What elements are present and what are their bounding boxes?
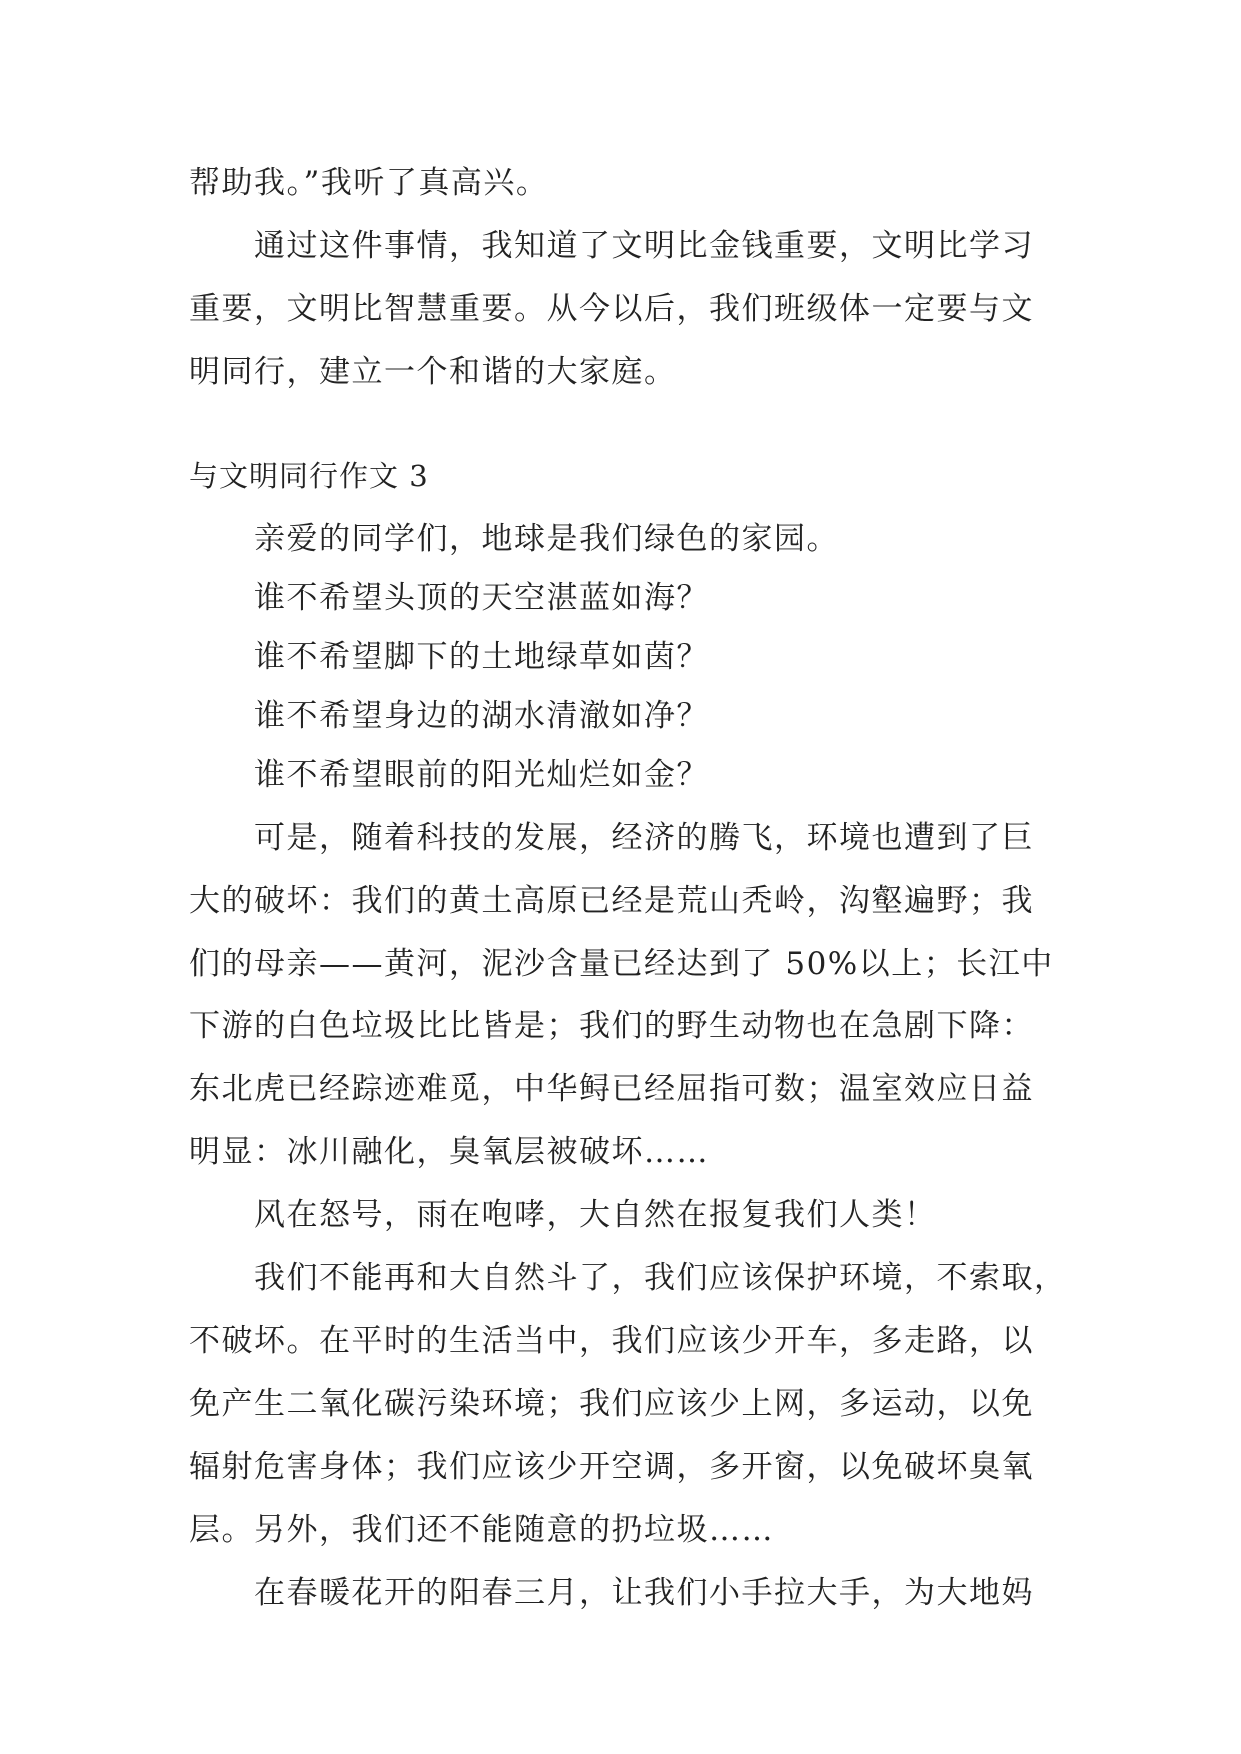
section-heading: 与文明同行作文 3 <box>189 459 429 493</box>
text-line: 层。另外，我们还不能随意的扔垃圾…… <box>189 1512 774 1548</box>
text-line: 帮助我。”我听了真高兴。 <box>189 165 549 201</box>
text-line: 免产生二氧化碳污染环境；我们应该少上网，多运动，以免 <box>189 1386 1034 1422</box>
paragraph-first-line: 通过这件事情，我知道了文明比金钱重要，文明比学习 <box>254 228 1034 264</box>
paragraph-first-line: 在春暖花开的阳春三月，让我们小手拉大手，为大地妈 <box>254 1575 1034 1611</box>
paragraph-first-line: 谁不希望头顶的天空湛蓝如海？ <box>254 580 709 616</box>
paragraph-first-line: 可是，随着科技的发展，经济的腾飞，环境也遭到了巨 <box>254 820 1034 856</box>
text-line: 下游的白色垃圾比比皆是；我们的野生动物也在急剧下降： <box>189 1008 1034 1044</box>
text-line: 明同行，建立一个和谐的大家庭。 <box>189 354 677 390</box>
text-line: 不破坏。在平时的生活当中，我们应该少开车，多走路，以 <box>189 1323 1034 1359</box>
paragraph-first-line: 谁不希望脚下的土地绿草如茵？ <box>254 639 709 675</box>
paragraph-first-line: 我们不能再和大自然斗了，我们应该保护环境，不索取， <box>254 1260 1067 1296</box>
text-line: 东北虎已经踪迹难觅，中华鲟已经屈指可数；温室效应日益 <box>189 1071 1034 1107</box>
paragraph-first-line: 谁不希望眼前的阳光灿烂如金？ <box>254 757 709 793</box>
paragraph-first-line: 谁不希望身边的湖水清澈如净？ <box>254 698 709 734</box>
text-line: 们的母亲——黄河，泥沙含量已经达到了 50%以上；长江中 <box>189 946 1054 982</box>
text-line: 辐射危害身体；我们应该少开空调，多开窗，以免破坏臭氧 <box>189 1449 1034 1485</box>
paragraph-first-line: 风在怒号，雨在咆哮，大自然在报复我们人类！ <box>254 1197 937 1233</box>
text-line: 大的破坏：我们的黄土高原已经是荒山秃岭，沟壑遍野；我 <box>189 883 1034 919</box>
paragraph-first-line: 亲爱的同学们，地球是我们绿色的家园。 <box>254 521 839 557</box>
text-line: 明显：冰川融化，臭氧层被破坏…… <box>189 1134 709 1170</box>
text-line: 重要，文明比智慧重要。从今以后，我们班级体一定要与文 <box>189 291 1034 327</box>
